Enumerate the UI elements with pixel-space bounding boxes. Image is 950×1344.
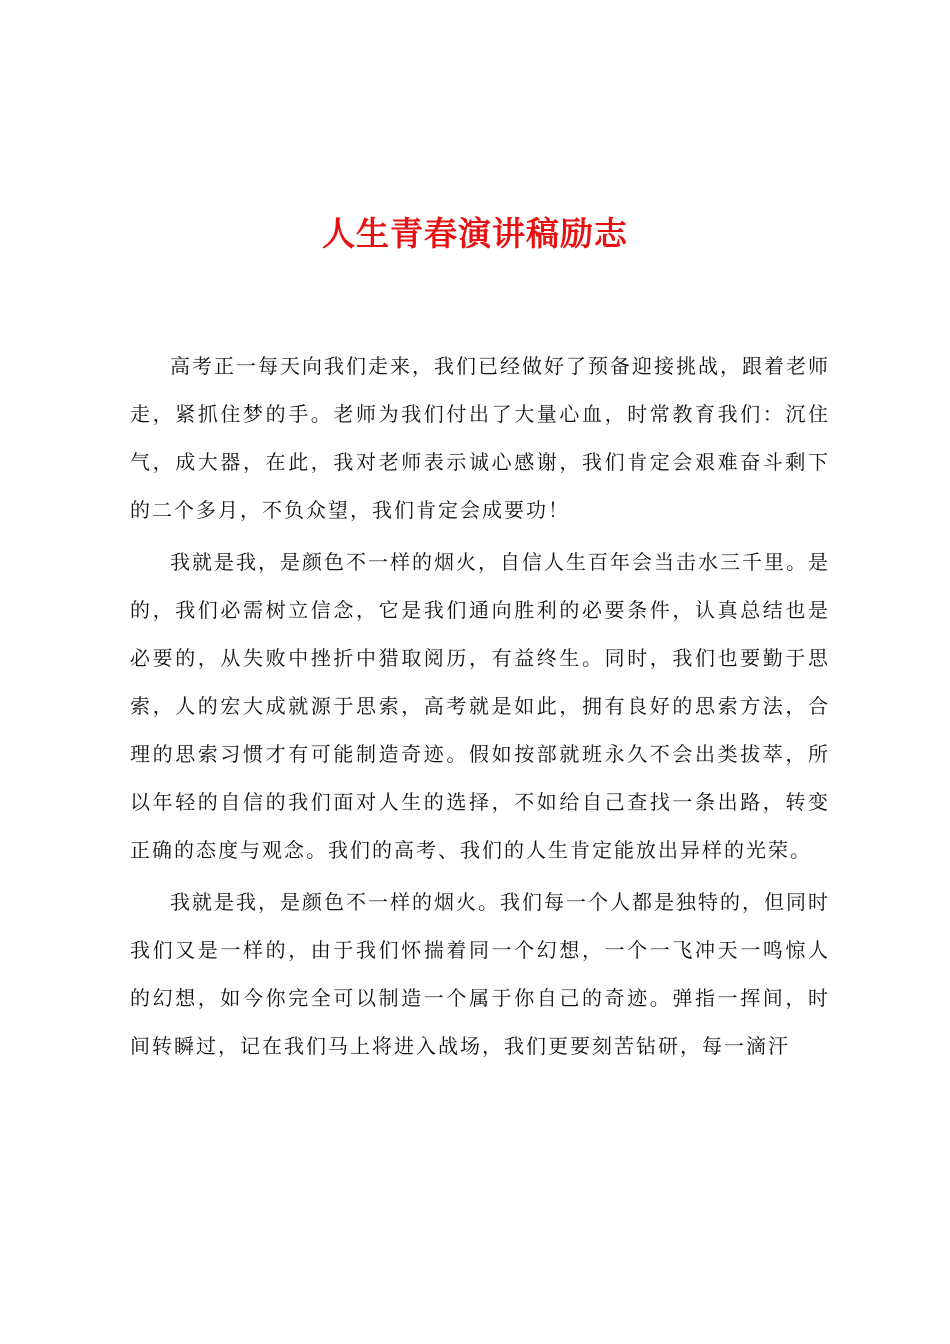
document-body — [130, 342, 830, 1070]
paragraph-1: 高考正一每天向我们走来，我们已经做好了预备迎接挑战，跟着老师走，紧抓住梦的手。老师为我们付出了大量心血，时常教育我们：沉住气，成大器，在此，我对老师表示诚心感谢，我们肯定会艰难奋斗剩下的二个多月，不负众望，我们肯定会成要功！ — [130, 354, 830, 522]
paragraph-3: 我就是我，是颜色不一样的烟火。我们每一个人都是独特的，但同时我们又是一样的，由于我们怀揣着同一个幻想，一个一飞冲天一鸣惊人的幻想，如今你完全可以制造一个属于你自己的奇迹。弹指一挥间，时间转瞬过，记在我们马上将进入战场，我们更要刻苦钻研，每一滴汗 — [130, 890, 830, 1058]
document-title: 人生青春演讲稿励志 — [322, 214, 628, 253]
paragraph-2: 我就是我，是颜色不一样的烟火，自信人生百年会当击水三千里。是的，我们必需树立信念，它是我们通向胜利的必要条件，认真总结也是必要的，从失败中挫折中猎取阅历，有益终生。同时，我们也要勤于思索，人的宏大成就源于思索，高考就是如此，拥有良好的思索方法，合理的思索习惯才有可能制造奇迹。假如按部就班永久不会出类拔萃，所以年轻的自信的我们面对人生的选择，不如给自己查找一条出路，转变正确的态度与观念。我们的高考、我们的人生肯定能放出异样的光荣。 — [130, 550, 830, 862]
